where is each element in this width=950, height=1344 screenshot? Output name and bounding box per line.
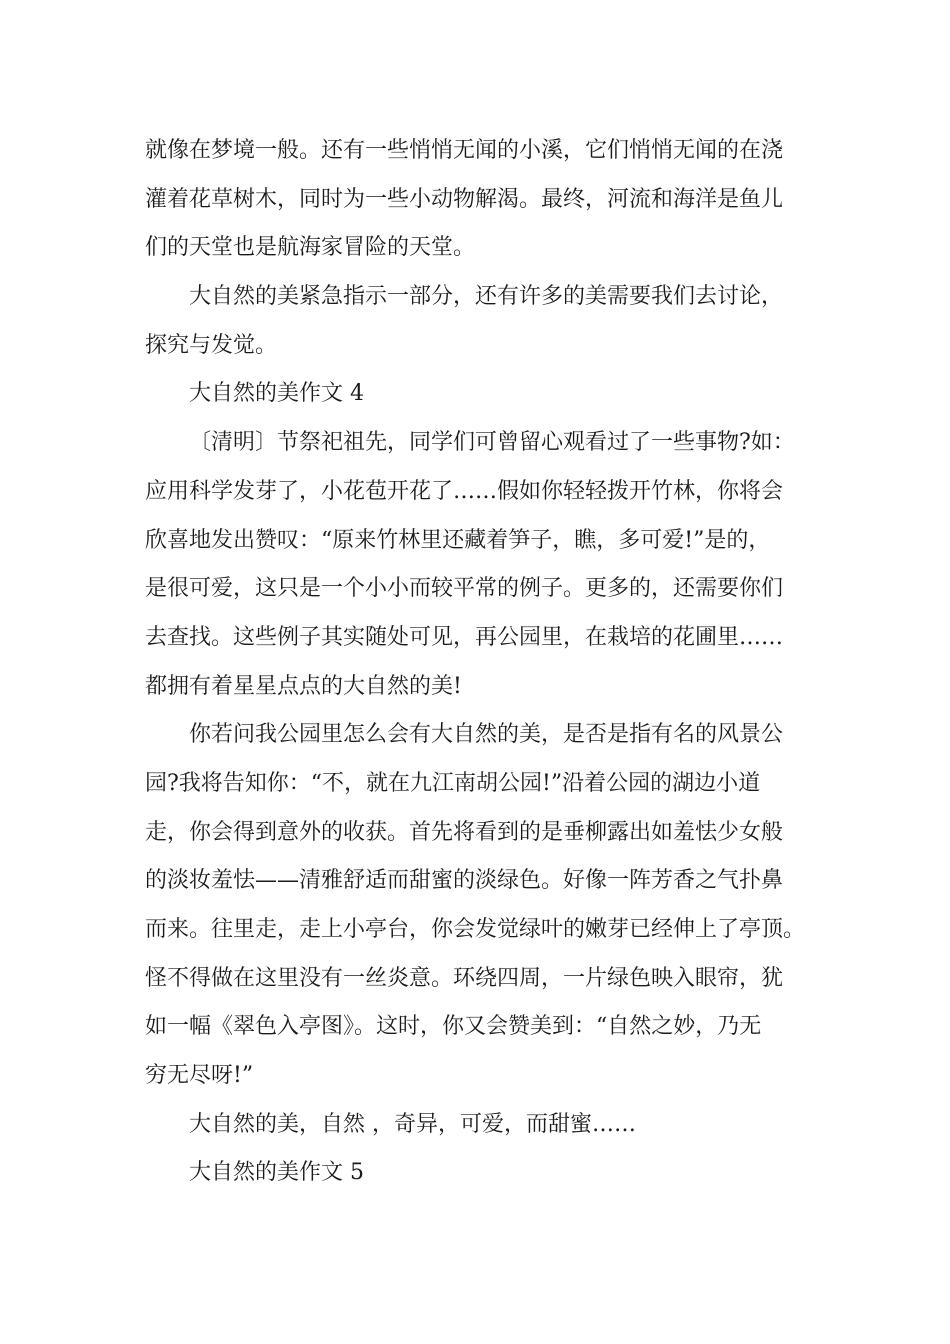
text-line: 〔清明〕节祭祀祖先，同学们可曾留心观看过了一些事物?如： bbox=[189, 430, 795, 456]
text-line: 大自然的美，自然 ，奇异，可爱，而甜蜜…… bbox=[189, 1111, 636, 1137]
text-line: 应用科学发芽了，小花苞开花了……假如你轻轻拨开竹林，你将会 bbox=[145, 478, 784, 504]
text-line: 如一幅《翠色入亭图》。这时，你又会赞美到：“自然之妙，乃无 bbox=[145, 1014, 762, 1040]
text-line: 去查找。这些例子其实随处可见，再公园里，在栽培的花圃里…… bbox=[145, 624, 784, 650]
text-line: 走，你会得到意外的收获。首先将看到的是垂柳露出如羞怯少女般 bbox=[145, 819, 784, 845]
text-line: 而来。往里走，走上小亭台，你会发觉绿叶的嫩芽已经伸上了亭顶。 bbox=[145, 917, 806, 942]
text-line: 们的天堂也是航海家冒险的天堂。 bbox=[145, 235, 476, 261]
section-heading: 大自然的美作文 5 bbox=[189, 1160, 364, 1186]
text-line: 穷无尽呀!” bbox=[145, 1063, 254, 1089]
paragraph bbox=[145, 1101, 820, 1150]
text-line: 都拥有着星星点点的大自然的美! bbox=[145, 673, 462, 699]
text-line: 就像在梦境一般。还有一些悄悄无闻的小溪，它们悄悄无闻的在浇 bbox=[145, 138, 784, 163]
text-line: 你若问我公园里怎么会有大自然的美，是否是指有名的风景公 bbox=[189, 722, 784, 748]
section-heading: 大自然的美作文 4 bbox=[189, 381, 364, 407]
text-line: 怪不得做在这里没有一丝炎意。环绕四周，一片绿色映入眼帘，犹 bbox=[145, 965, 784, 991]
paragraph bbox=[145, 273, 820, 370]
paragraph bbox=[145, 711, 820, 1101]
paragraph bbox=[145, 419, 820, 711]
document-body bbox=[145, 127, 820, 1198]
text-line: 欣喜地发出赞叹：“原来竹林里还藏着笋子，瞧，多可爱!”是的， bbox=[145, 527, 771, 553]
text-line: 灌着花草树木，同时为一些小动物解渴。最终，河流和海洋是鱼儿 bbox=[145, 186, 784, 212]
text-line: 的淡妆羞怯——清雅舒适而甜蜜的淡绿色。好像一阵芳香之气扑鼻 bbox=[145, 868, 784, 894]
text-line: 探究与发觉。 bbox=[145, 332, 278, 358]
text-line: 大自然的美紧急指示一部分，还有许多的美需要我们去讨论， bbox=[189, 284, 784, 310]
paragraph-continuation bbox=[145, 127, 820, 273]
text-line: 园?我将告知你：“不，就在九江南胡公园!”沿着公园的湖边小道 bbox=[145, 770, 761, 796]
text-line: 是很可爱，这只是一个小小而较平常的例子。更多的，还需要你们 bbox=[145, 576, 784, 602]
